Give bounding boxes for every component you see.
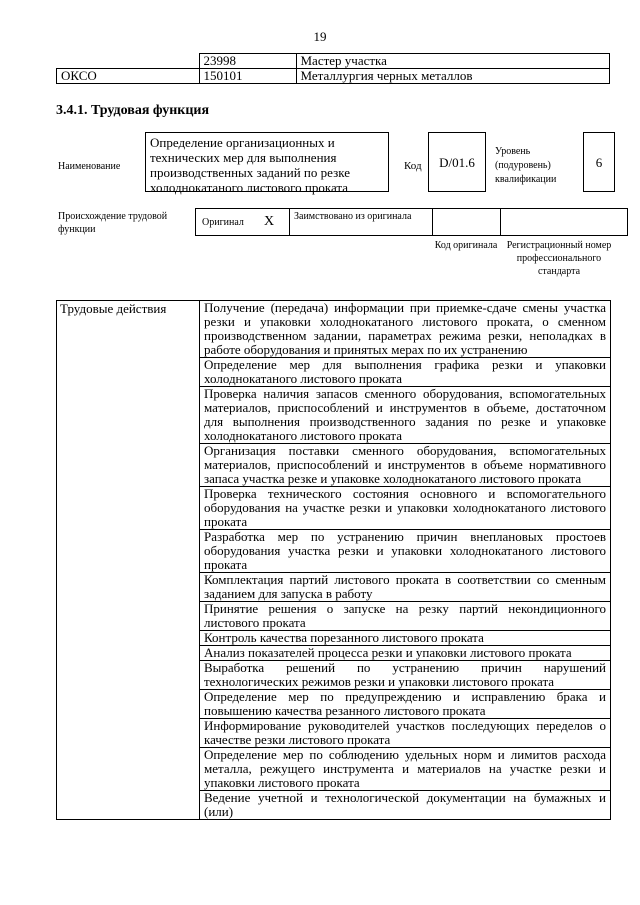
okso-code-label: [57, 54, 200, 69]
original-mark: X: [264, 214, 275, 229]
okso-code: 23998: [199, 54, 296, 69]
okso-name: Металлургия черных металлов: [296, 69, 610, 84]
action-item: Ведение учетной и технологической документации на бумажных и (или): [200, 791, 611, 820]
action-item: Проверка наличия запасов сменного оборудования, вспомогательных материалов, приспособлений и инструментов в объеме, достаточном для выполнения производственного задания по резке и упаковке холоднокатаного листового проката: [200, 387, 611, 444]
action-item: Комплектация партий листового проката в соответствии со сменным заданием для запуска в работу: [200, 573, 611, 602]
page-number: 19: [313, 29, 327, 44]
function-name-label: Наименование: [58, 161, 121, 172]
origin-label: Происхождение трудовой функции: [58, 211, 168, 235]
action-item: Определение мер по предупреждению и исправлению брака и повышению качества резанного листового проката: [200, 690, 611, 719]
okso-table: [56, 53, 610, 84]
labor-actions-table: [56, 300, 611, 820]
table-row: [57, 301, 611, 358]
reg-number-label: Регистрационный номер профессионального стандарта: [506, 240, 612, 277]
action-item: Контроль качества порезанного листового проката: [200, 631, 611, 646]
table-row: [57, 54, 610, 69]
function-code-value: D/01.6: [428, 132, 486, 192]
action-item: Определение мер по соблюдению удельных норм и лимитов расхода металла, режущего инструмента и материалов на участке резки и упаковки листового проката: [200, 748, 611, 791]
action-item: Организация поставки сменного оборудования, вспомогательных материалов, приспособлений и инструментов в объеме нормативного запаса участка резке и упаковке холоднокатаного листового проката: [200, 444, 611, 487]
okso-code-label: ОКСО: [57, 69, 200, 84]
qualification-level-label: Уровень (подуровень) квалификации: [495, 146, 557, 185]
actions-header: Трудовые действия: [57, 301, 200, 820]
action-item: Разработка мер по устранению причин внеплановых простоев оборудования участка резки и упаковки холоднокатаного листового проката: [200, 530, 611, 573]
action-item: Информирование руководителей участков последующих переделов о качестве резки листового проката: [200, 719, 611, 748]
function-code-label: Код: [404, 160, 422, 172]
action-item: Получение (передача) информации при приемке-сдаче смены участка резки и упаковки холоднокатаного листового проката, о сменном производственном задании, параметрах режима резки, неполадках в работе оборудования и принятых мерах по их устранению: [200, 301, 611, 358]
section-title: 3.4.1. Трудовая функция: [56, 103, 210, 118]
origin-box: [195, 208, 610, 236]
okso-name: Мастер участка: [296, 54, 610, 69]
action-item: Выработка решений по устранению причин нарушений технологических режимов резки и упаковки листового проката: [200, 661, 611, 690]
original-label: Оригинал: [202, 217, 244, 228]
action-item: Определение мер для выполнения графика резки и упаковки холоднокатаного листового проката: [200, 358, 611, 387]
function-name-value: Определение организационных и технических мер для выполнения производственных заданий по резке холоднокатаного листового проката: [145, 132, 389, 192]
action-item: Принятие решения о запуске на резку партий некондиционного листового проката: [200, 602, 611, 631]
borrowed-label: Заимствовано из оригинала: [294, 211, 412, 222]
action-item: Анализ показателей процесса резки и упаковки листового проката: [200, 646, 611, 661]
okso-code: 150101: [199, 69, 296, 84]
table-row: [57, 69, 610, 84]
qualification-level-value: 6: [583, 132, 615, 192]
divider: [500, 208, 501, 236]
original-cell: [195, 208, 290, 236]
action-item: Проверка технического состояния основного и вспомогательного оборудования на участке резки и упаковки холоднокатаного листового проката: [200, 487, 611, 530]
code-original-label: Код оригинала: [434, 240, 498, 251]
code-original-cell: [432, 208, 500, 236]
